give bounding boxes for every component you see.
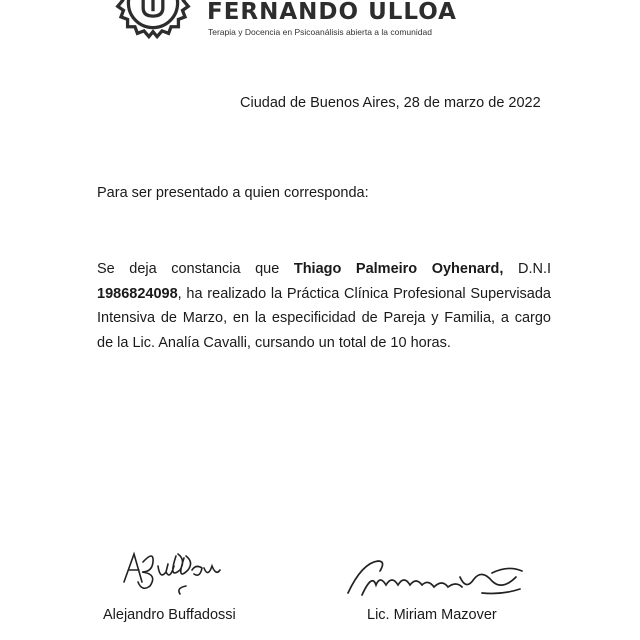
certificate-body: [97, 257, 551, 355]
signer-name-right: Lic. Miriam Mazover: [367, 607, 497, 623]
signature-left-icon: [120, 548, 230, 598]
org-name: FERNANDO ULLOA: [207, 0, 457, 25]
body-rest: , ha realizado la Práctica Clínica Profesional Supervisada Intensiva de Marzo, en la especificidad de Pareja y Familia, a cargo de la Lic. Analía Cavalli, cursando un total de 10 horas.: [97, 285, 551, 351]
salutation: Para ser presentado a quien corresponda:: [97, 185, 369, 201]
dni-number: 1986824098: [97, 285, 178, 302]
student-name: Thiago Palmeiro Oyhenard,: [293, 261, 504, 277]
signer-name-left: Alejandro Buffadossi: [103, 607, 236, 623]
body-intro: Se deja constancia que: [97, 261, 294, 277]
signature-right-icon: [342, 555, 527, 605]
org-tagline: Terapia y Docencia en Psicoanálisis abierta a la comunidad: [208, 27, 432, 37]
date-line: Ciudad de Buenos Aires, 28 de marzo de 2022: [240, 95, 541, 111]
gear-seal-logo-icon: [112, 0, 194, 44]
dni-label: D.N.I: [503, 261, 551, 277]
